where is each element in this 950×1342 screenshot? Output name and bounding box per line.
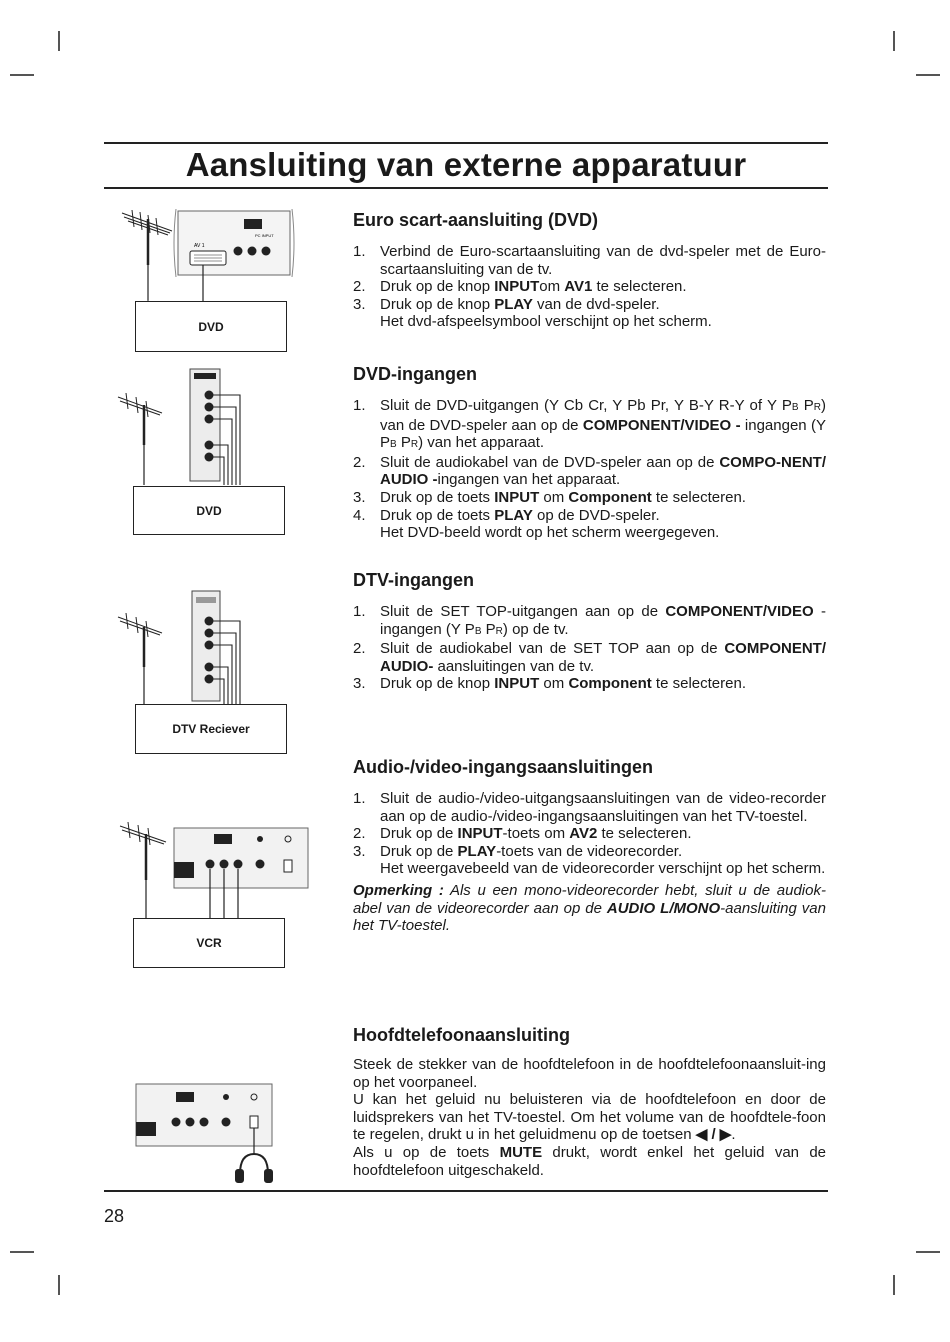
headphone-section	[353, 1024, 826, 1179]
step-number: 1.	[353, 243, 366, 260]
step-text: aansluitingen van de tv.	[433, 657, 594, 675]
step-text: Druk op de knop	[380, 295, 495, 313]
title-top-rule	[104, 142, 828, 144]
step-number: 1.	[353, 603, 366, 620]
step-text: Sluit de audiokabel van de DVD-speler aan op de	[380, 453, 720, 471]
step-text: Druk op de toets	[380, 506, 495, 524]
step-number: 3.	[353, 675, 366, 693]
step-keyword: INPUT	[494, 488, 540, 506]
page-number: 28	[104, 1206, 125, 1226]
section-heading: Hoofdtelefoonaansluiting	[353, 1025, 570, 1045]
crop-mark	[916, 74, 940, 76]
svg-text:AV 1: AV 1	[194, 243, 205, 249]
dvd-device-box	[135, 301, 287, 352]
paragraph: Steek de stekker van de hoofdtelefoon in de hoofdtelefoonaansluit-ing op het voorpaneel.	[353, 1056, 826, 1091]
footer-rule	[104, 1190, 828, 1192]
step-list	[353, 243, 826, 313]
step-text: te selecteren.	[592, 278, 687, 296]
pc-input-connector-icon	[214, 834, 232, 844]
scart-section	[353, 209, 826, 331]
step-keyword: INPUT	[457, 825, 503, 843]
subscript: R	[410, 439, 419, 451]
svg-text:PC INPUT: PC INPUT	[255, 233, 274, 238]
crop-mark	[916, 1251, 940, 1253]
headphone-icon	[236, 1154, 272, 1182]
paragraph	[353, 1144, 826, 1179]
dtv-device-box	[135, 704, 287, 754]
step-number: 1.	[353, 397, 366, 414]
crop-mark	[58, 1275, 60, 1295]
step-number: 1.	[353, 790, 366, 807]
dvd-section	[353, 363, 826, 542]
antenna-icon	[118, 613, 162, 667]
list-item	[353, 507, 826, 525]
step-keyword: PLAY	[457, 842, 497, 860]
list-item	[353, 603, 826, 640]
step-text: ) van de DVD-speler aan op de	[380, 397, 826, 434]
note-text: Als u een mono-videorecorder hebt, sluit u de audiok-abel van de videorecorder aan op de	[353, 881, 826, 917]
section-heading: DVD-ingangen	[353, 364, 477, 384]
step-number: 2.	[353, 278, 366, 296]
subscript: B	[390, 439, 397, 451]
step-text: van de dvd-speler.	[532, 295, 660, 313]
note-keyword: AUDIO L/MONO	[606, 899, 721, 917]
device-label: VCR	[196, 936, 222, 950]
list-item	[353, 843, 826, 861]
antenna-icon	[120, 822, 166, 880]
step-continuation: Het weergavebeeld van de videorecorder verschijnt op het scherm.	[380, 860, 826, 878]
list-item	[353, 397, 826, 454]
device-label: DVD	[198, 319, 224, 334]
step-number: 2.	[353, 453, 366, 471]
note	[353, 882, 826, 935]
step-keyword: COMPONENT/VIDEO -	[582, 416, 741, 434]
step-continuation: Het dvd-afspeelsymbool verschijnt op het scherm.	[380, 313, 712, 331]
step-text: op de DVD-speler.	[532, 506, 660, 524]
dvd-device-box	[133, 486, 285, 535]
subscript: B	[474, 625, 482, 637]
crop-mark	[893, 1275, 895, 1295]
step-keyword: PLAY	[494, 295, 533, 313]
list-item	[353, 675, 826, 693]
step-text: -toets om	[502, 825, 570, 843]
step-text: Verbind de Euro-scartaansluiting van de dvd-speler met de Euro-scartaansluiting van de tv.	[380, 243, 826, 278]
rca-jack-icon	[234, 247, 271, 256]
title-bottom-rule	[104, 187, 828, 189]
step-number: 3.	[353, 295, 366, 313]
step-keyword: INPUT	[494, 278, 540, 296]
dvd-component-diagram	[110, 365, 310, 490]
step-number: 3.	[353, 488, 366, 506]
step-keyword: MUTE	[499, 1143, 543, 1161]
step-text: te selecteren.	[597, 825, 692, 843]
step-keyword: Component	[568, 488, 652, 506]
step-list	[353, 790, 826, 860]
antenna-icon	[122, 210, 172, 265]
step-number: 2.	[353, 640, 366, 658]
step-text: te selecteren.	[651, 675, 746, 693]
av-section	[353, 756, 826, 935]
paragraph-text: U kan het geluid nu beluisteren via de hoofdtelefoon en door de luidsprekers van het TV-toestel. Om het volume van de hoofdtele-foon te regelen, drukt u in het geluidmenu op de toetsen	[353, 1091, 826, 1144]
step-number: 2.	[353, 825, 366, 843]
dtv-component-diagram	[110, 587, 310, 707]
step-text: Druk op de knop	[380, 675, 495, 693]
crop-mark	[10, 74, 34, 76]
step-keyword: AUDIO-	[380, 657, 434, 675]
list-item	[353, 243, 826, 278]
page-title: Aansluiting van externe apparatuur	[185, 146, 747, 183]
step-number: 4.	[353, 506, 366, 524]
step-keyword: Component	[568, 675, 652, 693]
crop-mark	[10, 1251, 34, 1253]
step-text: ingangen van het apparaat.	[437, 471, 621, 489]
pc-input-connector-icon	[176, 1092, 194, 1102]
device-label: DTV Reciever	[172, 722, 250, 736]
step-text: Sluit de DVD-uitgangen (Y Cb Cr, Y Pb Pr, Y B-Y R-Y of Y P	[380, 397, 792, 414]
step-text: -toets van de videorecorder.	[496, 842, 683, 860]
paragraph-text: .	[731, 1126, 736, 1144]
section-heading: Audio-/video-ingangsaansluitingen	[353, 757, 654, 777]
note-label: Opmerking :	[353, 881, 444, 899]
step-text: Druk op de	[380, 842, 458, 860]
vcr-diagram	[110, 820, 315, 920]
step-keyword: INPUT	[494, 675, 540, 693]
step-list	[353, 397, 826, 524]
step-keyword: COMPONENT/VIDEO	[665, 603, 814, 620]
paragraph	[353, 1091, 826, 1144]
step-text: Sluit de audiokabel van de SET TOP aan op de	[380, 640, 725, 658]
subscript: R	[495, 625, 503, 637]
list-item	[353, 454, 826, 489]
crop-mark	[893, 31, 895, 51]
step-text: Sluit de SET TOP-uitgangen aan op de	[380, 603, 666, 620]
step-text: P	[481, 620, 496, 638]
pc-input-connector-icon	[244, 219, 262, 229]
step-text: Druk op de	[380, 825, 458, 843]
step-text: te selecteren.	[651, 488, 746, 506]
subscript: R	[813, 402, 821, 413]
step-text: P	[396, 434, 411, 452]
step-text: om	[539, 488, 569, 506]
section-heading: Euro scart-aansluiting (DVD)	[353, 210, 599, 230]
step-keyword: COMPO-NENT/ AUDIO -	[380, 453, 826, 489]
step-text: -ingangen (Y P	[380, 603, 826, 638]
dtv-section	[353, 569, 826, 693]
list-item	[353, 640, 826, 675]
antenna-icon	[118, 393, 162, 445]
step-text: Sluit de audio-/video-uitgangsaansluitingen van de video-recorder aan op de audio-/video-ingangsaansluitingen van het TV-toestel.	[380, 790, 826, 825]
list-item	[353, 489, 826, 507]
list-item	[353, 278, 826, 296]
step-text: ) van het apparaat.	[418, 434, 545, 452]
step-list	[353, 603, 826, 693]
list-item	[353, 790, 826, 825]
subscript: B	[791, 402, 799, 413]
step-text: P	[798, 397, 814, 414]
list-item	[353, 296, 826, 314]
paragraph-text: drukt, wordt enkel het geluid van de hoofdtelefoon uitgeschakeld.	[353, 1143, 826, 1179]
arrow-keys-symbol: ◀ / ▶	[695, 1126, 732, 1144]
step-number: 3.	[353, 842, 366, 860]
section-heading: DTV-ingangen	[353, 570, 474, 590]
step-text: ingangen (Y P	[380, 416, 826, 452]
step-keyword: COMPONENT/	[724, 640, 826, 658]
paragraph-text: Als u op de toets	[353, 1143, 500, 1161]
step-keyword: AV2	[569, 825, 598, 843]
device-label: DVD	[196, 503, 222, 518]
headphone-diagram	[130, 1078, 280, 1190]
step-keyword: PLAY	[494, 506, 533, 524]
step-text: ) op de tv.	[502, 620, 569, 638]
step-text: Druk op de toets	[380, 488, 495, 506]
list-item	[353, 825, 826, 843]
vcr-device-box	[133, 918, 285, 968]
step-text: Druk op de knop	[380, 278, 495, 296]
step-text: om	[539, 278, 565, 296]
note-text: -aansluiting van het TV-toestel.	[353, 899, 826, 935]
step-continuation: Het DVD-beeld wordt op het scherm weergegeven.	[380, 524, 720, 542]
step-keyword: AV1	[564, 278, 593, 296]
crop-mark	[58, 31, 60, 51]
step-text: om	[539, 675, 569, 693]
